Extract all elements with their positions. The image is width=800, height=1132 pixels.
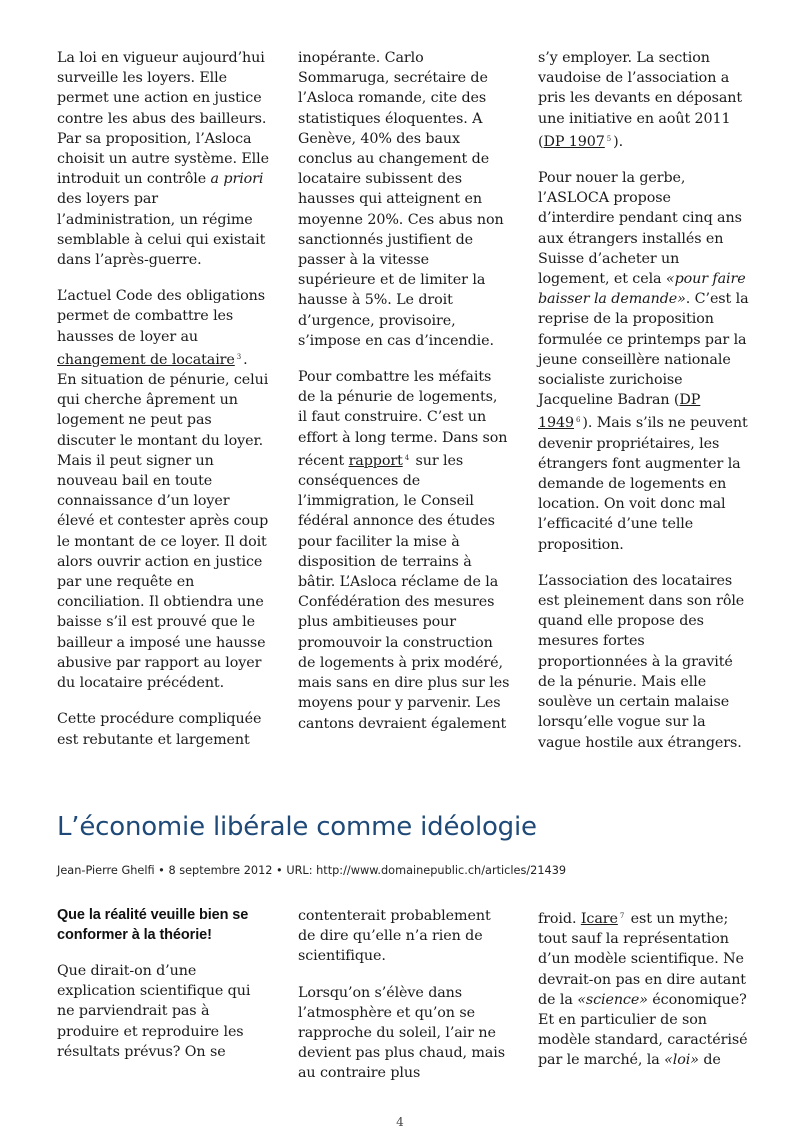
page-number: 4 (396, 1115, 404, 1129)
article1-column-3 (538, 48, 750, 769)
footnote-marker: 3 (236, 352, 242, 361)
paragraph: froid. Icare $^7$ est un mythe; tout sauf la représentation d’un modèle scientifique. Ne devrait-on pas en dire autant de la «science» économique? Et en particulier de son modèle standard, caractérisé par le marché, la «loi» de (538, 911, 748, 1069)
link-rapport[interactable]: rapport (348, 452, 403, 469)
paragraph: L’association des locataires est pleinement dans son rôle quand elle propose des mesures fortes proportionnées à la gravité de la pénurie. Mais elle soulève un certain malaise lorsqu’elle vogue sur la vague hostile aux étrangers. (538, 572, 745, 751)
paragraph: Pour nouer la gerbe, l’ASLOCA propose d’interdire pendant cinq ans aux étrangers installés en Suisse d’acheter un logement, et cela «pour faire baisser la demande». C’est la reprise de la proposition formulée ce printemps par la jeune conseillère nationale socialiste zurichoise Jacqueline Badran (DP 1949 $^6$ ). Mais s’ils ne peuvent devenir propriétaires, les étrangers font augmenter la demande de logements en location. On voit donc mal l’efficacité d’une telle proposition. (538, 170, 749, 553)
footnote-marker: 4 (404, 453, 410, 462)
article1-column-2 (298, 48, 510, 750)
link-changement-de-locataire[interactable]: changement de locataire (57, 351, 235, 368)
paragraph: inopérante. Carlo Sommaruga, secrétaire de l’Asloca romande, cite des statistiques éloquentes. A Genève, 40% des baux conclus au changement de locataire subissent des hausses qui atteignent en moyenne 20%. Ces abus non sanctionnés justifient de passer à la vitesse supérieure et de limiter la hausse à 5%. Le droit d’urgence, provisoire, s’impose en cas d’incendie. (298, 50, 504, 349)
link-dp-1907[interactable]: DP 1907 (543, 133, 605, 150)
article1-column-1 (57, 48, 269, 766)
paragraph: Cette procédure compliquée est rebutante et largement (57, 711, 262, 748)
paragraph: Lorsqu’on s’élève dans l’atmosphère et qu’on se rapproche du soleil, l’air ne devient pas plus chaud, mais au contraire plus (298, 984, 505, 1082)
article-byline: Jean-Pierre Ghelfi • 8 septembre 2012 • URL: http://www.domainepublic.ch/articles/21439 (57, 864, 567, 877)
paragraph: s’y employer. La section vaudoise de l’association a pris les devants en déposant une initiative en août 2011 (DP 1907 $^5$ ). (538, 50, 743, 150)
paragraph: Que dirait-on d’une explication scientifique qui ne parviendrait pas à produire et reproduire les résultats prévus? On se (57, 963, 251, 1060)
paragraph: La loi en vigueur aujourd’hui surveille les loyers. Elle permet une action en justice contre les abus des bailleurs. Par sa proposition, l’Asloca choisit un autre système. Elle introduit un contrôle a priori des loyers par l’administration, un régime semblable à celui qui existait dans l’après-guerre. (57, 50, 269, 269)
footnote-marker: 7 (619, 912, 625, 920)
paragraph: Pour combattre les méfaits de la pénurie de logements, il faut construire. C’est un effort à long terme. Dans son récent rapport $^4$ sur les conséquences de l’immigration, le Conseil fédéral annonce des études pour faciliter la mise à disposition de terrains à bâtir. L’Asloca réclame de la Confédération des mesures plus ambitieuses pour promouvoir la construction de logements à prix modéré, mais sans en dire plus sur les moyens pour y parvenir. Les cantons devraient également (298, 369, 510, 732)
article2-column-1 (57, 906, 269, 1078)
footnote-marker: 6 (576, 416, 581, 425)
article2-column-3 (538, 906, 750, 1087)
link-icare[interactable]: Icare (580, 911, 618, 927)
article-subheading: Que la réalité veuille bien se conformer à la théorie! (57, 907, 249, 943)
article-title: L’économie libérale comme idéologie (57, 812, 537, 842)
paragraph: contenterait probablement de dire qu’elle n’a rien de scientifique. (298, 908, 491, 965)
paragraph: L’actuel Code des obligations permet de combattre les hausses de loyer au changement de locataire $^3$ . En situation de pénurie, celui qui cherche âprement un logement ne peut pas discuter le montant du loyer. Mais il peut signer un nouveau bail en toute connaissance d’un loyer élevé et contester après coup le montant de ce loyer. Il doit alors ouvrir action en justice par une requête en conciliation. Il obtiendra une baisse s’il est prouvé que le bailleur a imposé une hausse abusive par rapport au loyer du locataire précédent. (57, 288, 269, 692)
link-dp-1949[interactable]: DP 1949 (538, 392, 701, 432)
footnote-marker: 5 (606, 134, 612, 143)
article2-column-2 (298, 906, 510, 1100)
